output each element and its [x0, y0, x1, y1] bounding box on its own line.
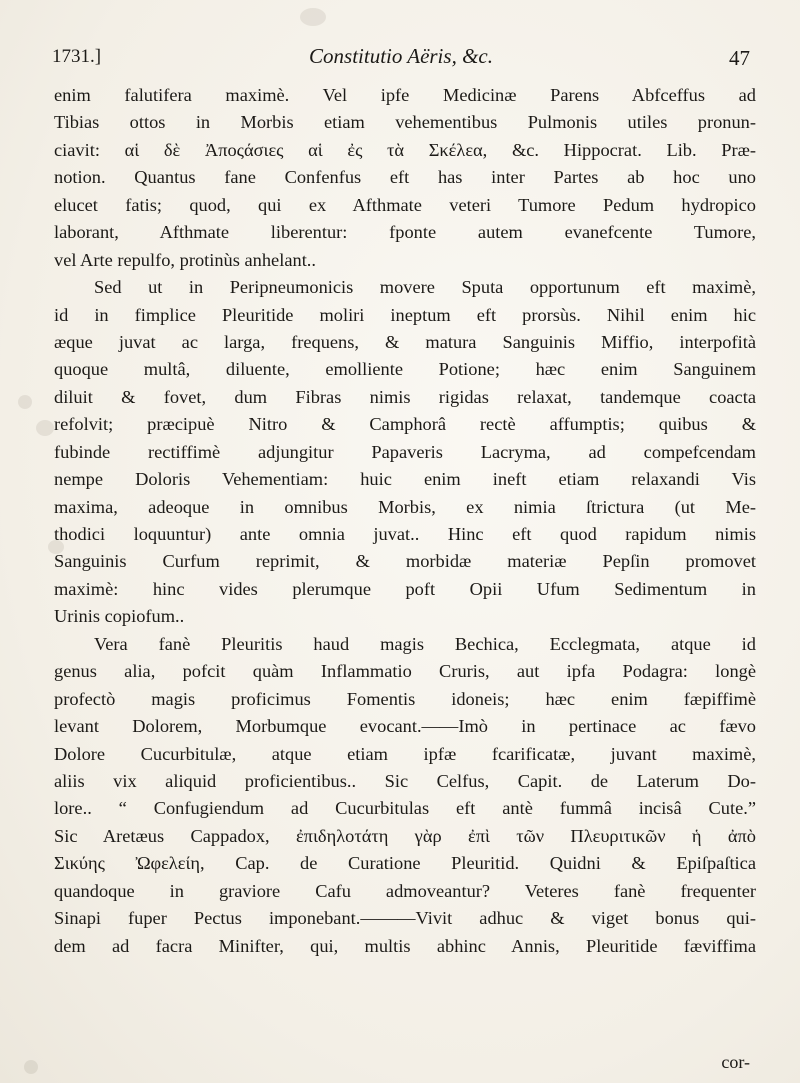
- text-line: vel Arte repulfo, protinùs anhelant..: [54, 249, 316, 270]
- text-line: Tibias ottos in Morbis etiam vehementibus Pulmonis utiles pronun-: [54, 112, 756, 133]
- text-line: Vera fanè Pleuritis haud magis Bechica, Ecclegmata, atque id: [94, 633, 756, 654]
- text-line: Σικύης Ὠφελείη, Cap. de Curatione Pleuritid. Quidni & Epiſpaſtica: [54, 853, 756, 874]
- text-line: ciavit: αἱ δὲ Ἀποςάσιες αἱ ἐς τὰ Σκέλεα, &c. Hippocrat. Lib. Præ-: [54, 139, 756, 160]
- catchword: cor-: [721, 1052, 750, 1072]
- text-line: dem ad facra Minifter, qui, multis abhinc Annis, Pleuritide fæviffima: [54, 935, 756, 956]
- text-line: quoque multâ, diluente, emolliente Potione; hæc enim Sanguinem: [54, 359, 756, 380]
- text-line: æque juvat ac larga, frequens, & matura Sanguinis Miffio, interpofità: [54, 331, 756, 352]
- text-line: laborant, Afthmate liberentur: fponte autem evanefcente Tumore,: [54, 222, 756, 243]
- header-year: 1731.]: [52, 46, 102, 67]
- text-line: Sanguinis Curfum reprimit, & morbidæ materiæ Pepſin promovet: [54, 551, 756, 572]
- text-line: Sinapi fuper Pectus imponebant.———Vivit adhuc & viget bonus qui-: [54, 908, 756, 929]
- text-line: genus alia, pofcit quàm Inflammatio Cruris, aut ipfa Podagra: longè: [54, 661, 756, 682]
- running-title: Constitutio Aëris, &c.: [309, 44, 493, 68]
- text-line: Urinis copiofum..: [54, 606, 185, 627]
- text-line: nempe Doloris Vehementiam: huic enim ineft etiam relaxandi Vis: [54, 469, 756, 490]
- text-line: id in fimplice Pleuritide moliri ineptum eft prorsùs. Nihil enim hic: [54, 304, 756, 325]
- text-line: maximè: hinc vides plerumque poft Opii Ufum Sedimentum in: [54, 578, 756, 599]
- text-line: lore.. “ Confugiendum ad Cucurbitulas eft antè fummâ incisâ Cute.”: [54, 798, 756, 819]
- text-line: maxima, adeoque in omnibus Morbis, ex nimia ſtrictura (ut Me-: [54, 496, 756, 517]
- text-line: quandoque in graviore Cafu admoveantur? Veteres fanè frequenter: [54, 880, 756, 901]
- text-line: fubinde rectiffimè adjungitur Papaveris Lacryma, ad compefcendam: [54, 441, 756, 462]
- text-line: diluit & fovet, dum Fibras nimis rigidas relaxat, tandemque coacta: [54, 386, 756, 407]
- text-line: Dolore Cucurbitulæ, atque etiam ipfæ fcarificatæ, juvant maximè,: [54, 743, 756, 764]
- text-line: profectò magis proficimus Fomentis idoneis; hæc enim fæpiffimè: [54, 688, 756, 709]
- text-line: Sic Aretæus Cappadox, ἐπιδηλοτάτη γὰρ ἐπὶ τῶν Πλευριτικῶν ἡ ἀπὸ: [54, 825, 756, 846]
- text-line: elucet fatis; quod, qui ex Afthmate veteri Tumore Pedum hydropico: [54, 194, 756, 215]
- text-line: thodici loquuntur) ante omnia juvat.. Hinc eft quod rapidum nimis: [54, 524, 756, 544]
- stain-mark: [300, 8, 326, 26]
- text-line: levant Dolorem, Morbumque evocant.——Imò in pertinace ac fævo: [54, 716, 756, 737]
- body-text: [54, 82, 756, 960]
- page-number: 47: [729, 46, 750, 70]
- stain-mark: [36, 420, 54, 436]
- text-line: refolvit; præcipuè Nitro & Camphorâ rectè affumptis; quibus &: [54, 414, 756, 435]
- running-header: [52, 44, 750, 78]
- text-line: notion. Quantus fane Confenfus eft has inter Partes ab hoc uno: [54, 167, 756, 188]
- stain-mark: [24, 1060, 38, 1074]
- text-line: Sed ut in Peripneumonicis movere Sputa opportunum eft maximè,: [94, 277, 756, 298]
- text-line: enim falutifera maximè. Vel ipfe Medicinæ Parens Abfceffus ad: [54, 85, 756, 105]
- text-line: aliis vix aliquid proficientibus.. Sic Celfus, Capit. de Laterum Do-: [54, 770, 756, 791]
- stain-mark: [18, 395, 32, 409]
